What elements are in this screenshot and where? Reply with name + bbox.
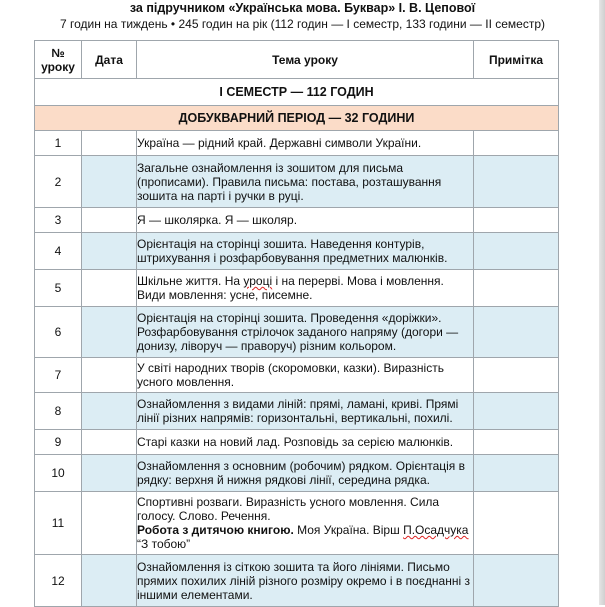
table-row <box>35 156 559 208</box>
lesson-topic: У світі народних творів (скоромовки, казки). Виразність усного мовлення. <box>137 358 474 393</box>
lesson-topic-part: Шкільне життя. На <box>137 274 244 288</box>
lesson-plan-table <box>34 40 559 607</box>
spellcheck-marked-word: уроці <box>243 274 273 288</box>
lesson-number: 4 <box>35 233 82 270</box>
lesson-date <box>82 358 137 393</box>
lesson-number: 2 <box>35 156 82 208</box>
table-header-row <box>35 41 559 79</box>
lesson-topic-part: Моя Україна. Вірш <box>293 523 404 537</box>
lesson-number: 3 <box>35 208 82 233</box>
lesson-date <box>82 131 137 156</box>
lesson-date <box>82 233 137 270</box>
document-subtitle: 7 годин на тиждень • 245 годин на рік (112 годин — І семестр, 133 години — ІІ семестр) <box>59 17 546 31</box>
lesson-number: 10 <box>35 455 82 492</box>
lesson-date <box>82 393 137 430</box>
spellcheck-marked-word: П.Осадчука <box>403 523 469 537</box>
lesson-note <box>474 393 559 430</box>
lesson-date <box>82 492 137 555</box>
lesson-note <box>474 233 559 270</box>
period-label: ДОБУКВАРНИЙ ПЕРІОД — 32 ГОДИНИ <box>35 106 559 131</box>
table-row <box>35 555 559 607</box>
column-header-number-word: уроку <box>41 59 75 74</box>
lesson-number: 8 <box>35 393 82 430</box>
lesson-topic-part: “З тобою” <box>137 537 191 551</box>
table-row <box>35 358 559 393</box>
table-row <box>35 233 559 270</box>
table-row <box>35 492 559 555</box>
lesson-topic: Орієнтація на сторінці зошита. Наведення контурів, штрихування і розфарбовування предметних малюнків. <box>137 233 474 270</box>
lesson-number: 12 <box>35 555 82 607</box>
table-row <box>35 131 559 156</box>
lesson-date <box>82 156 137 208</box>
lesson-note <box>474 156 559 208</box>
lesson-date <box>82 555 137 607</box>
column-header-date: Дата <box>82 41 137 79</box>
lesson-topic-bold: Робота з дитячою книгою. <box>137 523 294 537</box>
page-edge-shadow <box>599 0 605 605</box>
table-row <box>35 455 559 492</box>
lesson-date <box>82 455 137 492</box>
lesson-topic: Орієнтація на сторінці зошита. Проведення «доріжки». Розфарбовування стрілочок заданого напряму (догори — донизу, ліворуч — праворуч) різним кольором. <box>137 307 474 358</box>
semester-row <box>35 79 559 106</box>
lesson-topic: Я — школярка. Я — школяр. <box>137 208 474 233</box>
column-header-number <box>35 41 82 79</box>
lesson-note <box>474 358 559 393</box>
semester-label: І СЕМЕСТР — 112 ГОДИН <box>35 79 559 106</box>
lesson-topic: Ознайомлення із сіткою зошита та його лініями. Письмо прямих похилих ліній різного розміру окремо і в поєднанні з іншими елементами. <box>137 555 474 607</box>
column-header-note: Примітка <box>474 41 559 79</box>
table-row <box>35 208 559 233</box>
document-header <box>0 0 605 32</box>
table-row <box>35 393 559 430</box>
lesson-topic-part: Спортивні розваги. Виразність усного мовлення. Сила голосу. Слово. Речення. <box>137 495 440 523</box>
lesson-note <box>474 270 559 307</box>
lesson-note <box>474 307 559 358</box>
lesson-number: 5 <box>35 270 82 307</box>
lesson-number: 11 <box>35 492 82 555</box>
table-row <box>35 270 559 307</box>
lesson-note <box>474 131 559 156</box>
lesson-topic <box>137 270 474 307</box>
period-row <box>35 106 559 131</box>
lesson-date <box>82 208 137 233</box>
lesson-topic: Ознайомлення з основним (робочим) рядком. Орієнтація в рядку: верхня й нижня рядкові лінії, середина рядка. <box>137 455 474 492</box>
lesson-number: 6 <box>35 307 82 358</box>
lesson-note <box>474 430 559 455</box>
lesson-topic: Загальне ознайомлення із зошитом для письма (прописами). Правила письма: постава, розташування зошита на парті і ручки в руці. <box>137 156 474 208</box>
lesson-number: 7 <box>35 358 82 393</box>
document-title: за підручником «Українська мова. Буквар» І. В. Цепової <box>129 1 476 15</box>
lesson-topic: Старі казки на новий лад. Розповідь за серією малюнків. <box>137 430 474 455</box>
lesson-date <box>82 430 137 455</box>
lesson-note <box>474 455 559 492</box>
lesson-note <box>474 208 559 233</box>
lesson-note <box>474 555 559 607</box>
lesson-date <box>82 307 137 358</box>
column-header-topic: Тема уроку <box>137 41 474 79</box>
lesson-number: 1 <box>35 131 82 156</box>
lesson-topic-part: і на перерві. Мова і мовлення. Види мовлення: усне, писемне. <box>137 274 444 302</box>
lesson-note <box>474 492 559 555</box>
lesson-topic <box>137 492 474 555</box>
column-header-number-symbol: № <box>51 45 65 60</box>
table-row <box>35 430 559 455</box>
lesson-number: 9 <box>35 430 82 455</box>
table-row <box>35 307 559 358</box>
lesson-date <box>82 270 137 307</box>
lesson-topic: Ознайомлення з видами ліній: прямі, ламані, криві. Прямі лінії різних напрямів: горизонтальні, вертикальні, похилі. <box>137 393 474 430</box>
lesson-topic: Україна — рідний край. Державні символи України. <box>137 131 474 156</box>
